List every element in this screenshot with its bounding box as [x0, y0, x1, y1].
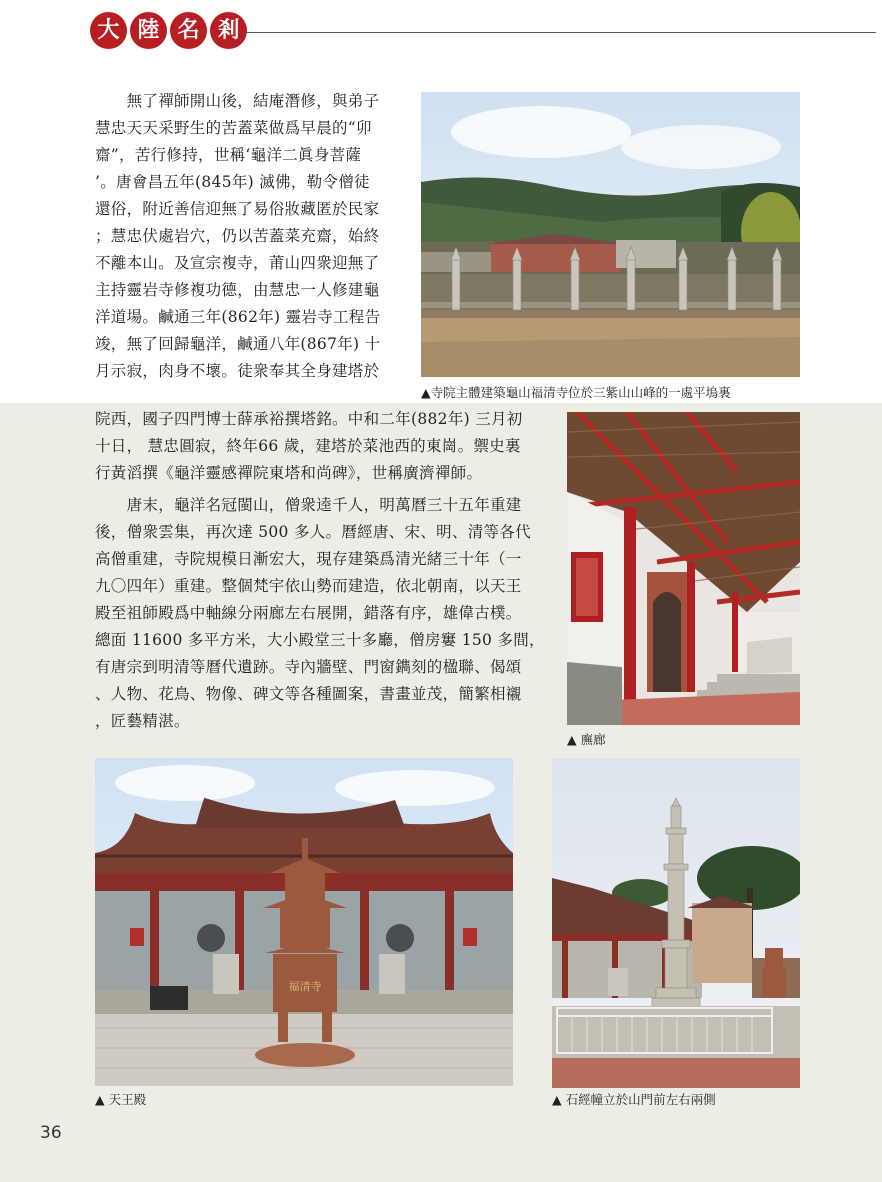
- text-line: 、人物、花鳥、物像、碑文等各種圖案，書畫並茂，簡繁相襯: [95, 685, 522, 703]
- text-line: 行黃滔撰《龜洋靈感禪院東塔和尚碑》，世稱廣濟禪師。: [95, 464, 483, 482]
- text-line: 還俗，附近善信迎無了易俗妝藏匿於民家: [95, 200, 380, 218]
- text-line: 不離本山。及宣宗複寺，莆山四衆迎無了: [95, 254, 380, 272]
- stone-pillar-caption: ▲ 石經幢立於山門前左右兩側: [552, 1092, 716, 1107]
- text-line: 齋”，苦行修持，世稱‘龜洋二眞身菩薩: [95, 146, 362, 164]
- header-rule: [243, 32, 876, 33]
- text-line: 有唐宗到明清等曆代遺跡。寺內牆壁、門窗鐫刻的楹聯、偈頌: [95, 658, 522, 676]
- section-header: [90, 12, 247, 49]
- text-line: 慧忠天天采野生的苦蓋菜做爲早晨的“卯: [95, 119, 372, 137]
- page-number: 36: [40, 1123, 62, 1143]
- temple-overview-caption: ▲寺院主體建築龜山福清寺位於三紫山山峰的一處平塢裏: [421, 385, 731, 400]
- text-line: 洋道場。鹹通三年(862年) 靈岩寺工程告: [95, 308, 381, 326]
- paragraph-1-continued: [95, 406, 555, 487]
- temple-overview-photo: [421, 92, 800, 377]
- paragraph-2: [95, 492, 555, 735]
- text-line: 唐末，龜洋名冠閩山，僧衆逵千人，明萬曆三十五年重建: [95, 496, 522, 514]
- text-line: 主持靈岩寺修複功德，由慧忠一人修建龜: [95, 281, 380, 299]
- corridor-photo: [567, 412, 800, 725]
- text-line: ’。唐會昌五年(845年) 滅佛，勒令僧徒: [95, 173, 370, 191]
- heavenly-kings-hall-photo: [95, 758, 513, 1086]
- text-line: ；慧忠伏處岩穴，仍以苦蓋菜充齋，始終: [95, 227, 380, 245]
- header-seal-3: 名: [170, 12, 207, 49]
- header-seal-4: 剎: [210, 12, 247, 49]
- text-line: 總面 11600 多平方米，大小殿堂三十多廳，僧房窶 150 多間，: [95, 631, 545, 649]
- corridor-caption: ▲ 廡廊: [567, 732, 606, 747]
- text-line: ，匠藝精湛。: [95, 712, 190, 730]
- stone-pillar-photo: [552, 758, 800, 1088]
- urn-inscription: 福清寺: [288, 980, 322, 993]
- text-line: 無了禪師開山後，結庵潛修，與弟子: [95, 92, 380, 110]
- text-line: 月示寂，肉身不壞。徒衆奉其全身建塔於: [95, 362, 380, 380]
- header-seal-2: 陸: [130, 12, 167, 49]
- heavenly-kings-hall-caption: ▲ 天王殿: [95, 1092, 147, 1107]
- header-seal-1: 大: [90, 12, 127, 49]
- text-line: 九〇四年）重建。整個梵宇依山勢而建造，依北朝南，以天王: [95, 577, 522, 595]
- text-line: 高僧重建，寺院規模日漸宏大，現存建築爲清光緒三十年（一: [95, 550, 522, 568]
- text-line: 竣，無了回歸龜洋，鹹通八年(867年) 十: [95, 335, 381, 353]
- paragraph-1: [95, 88, 400, 385]
- text-line: 殿至祖師殿爲中軸線分兩廊左右展開，錯落有序，雄偉古樸。: [95, 604, 522, 622]
- text-line: 院西，國子四門博士薛承裕撰塔銘。中和二年(882年) 三月初: [95, 410, 523, 428]
- text-line: 十日， 慧忠圓寂，終年66 歲，建塔於菜池西的東崗。禦史裏: [95, 437, 521, 455]
- text-line: 後，僧衆雲集，再次達 500 多人。曆經唐、宋、明、清等各代: [95, 523, 531, 541]
